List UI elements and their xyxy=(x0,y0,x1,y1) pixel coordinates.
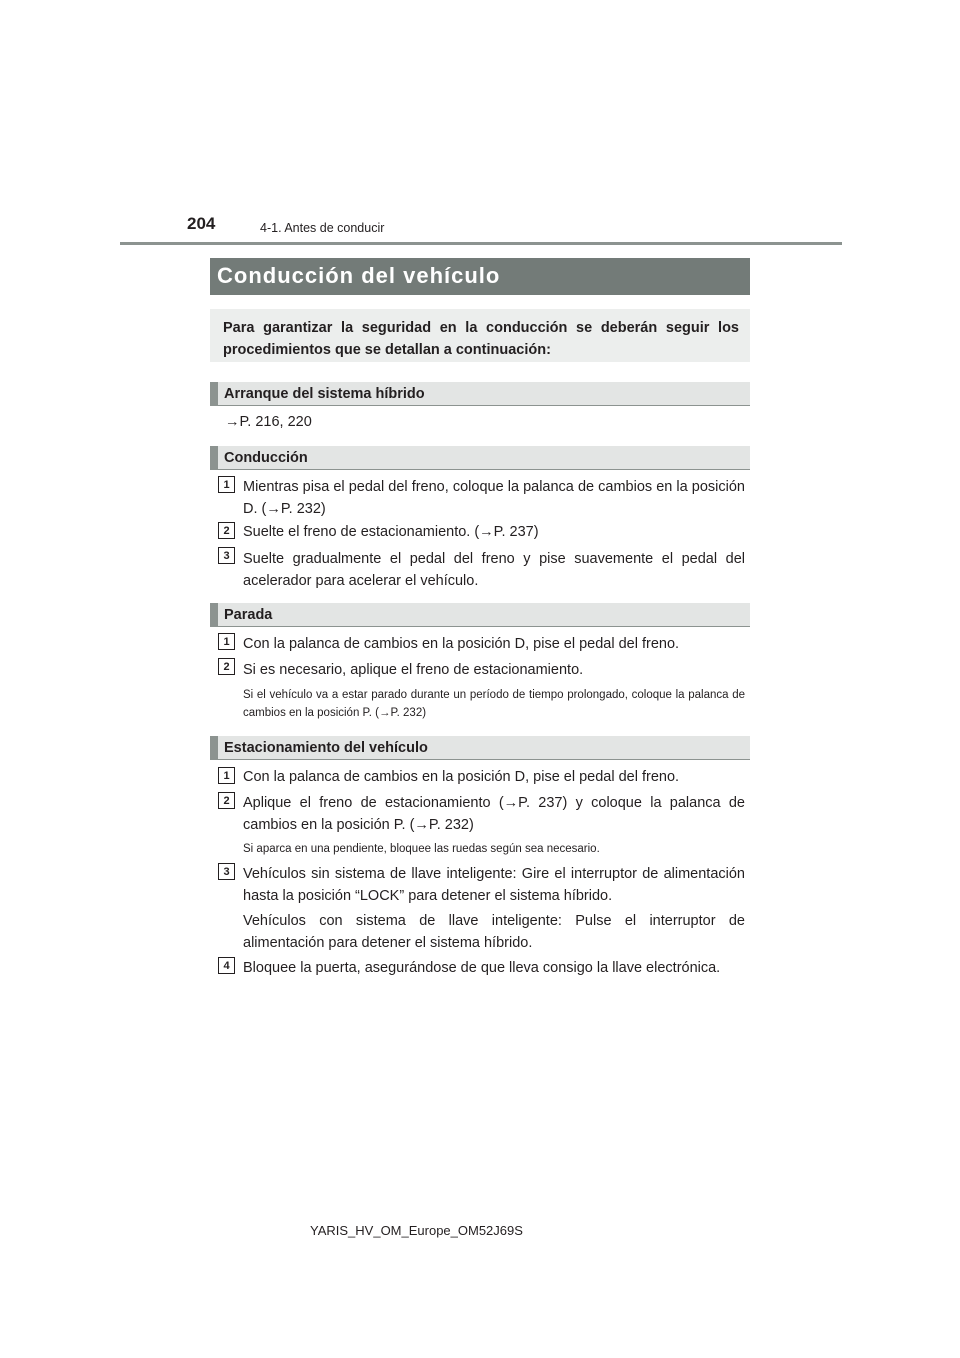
chapter-label: 4-1. Antes de conducir xyxy=(260,221,385,235)
parking-note: Si aparca en una pendiente, bloquee las ruedas según sea necesario. xyxy=(243,843,600,855)
section-heading-driving: Conducción xyxy=(210,446,750,470)
step-text: Aplique el freno de estacionamiento (→P. 237) y coloque la palanca de cambios en la posición P. (→P. 232) xyxy=(243,795,745,833)
step-number: 3 xyxy=(218,863,235,880)
page-number: 204 xyxy=(187,214,216,233)
step-number: 2 xyxy=(218,658,235,675)
stopping-note: Si el vehículo va a estar parado durante un período de tiempo prolongado, coloque la palanca de cambios en la posición P. (→P. 232) xyxy=(243,689,745,719)
section-heading-start: Arranque del sistema híbrido xyxy=(210,382,750,406)
step-text: Vehículos sin sistema de llave inteligente: Gire el interruptor de alimentación hasta la posición “LOCK” para detener el sistema híbrido. xyxy=(243,866,745,904)
step-text: Mientras pisa el pedal del freno, coloque la palanca de cambios en la posición D. (→P. 232) xyxy=(243,479,745,517)
page-title: Conducción del vehículo xyxy=(210,258,750,295)
step-text: Si es necesario, aplique el freno de estacionamiento. xyxy=(243,662,584,678)
step-text: Suelte el freno de estacionamiento. (→P. 237) xyxy=(243,524,539,540)
step-number: 1 xyxy=(218,476,235,493)
step-number: 4 xyxy=(218,957,235,974)
step-text-alt: Vehículos con sistema de llave inteligente: Pulse el interruptor de alimentación para detener el sistema híbrido. xyxy=(243,913,745,951)
step-number: 2 xyxy=(218,522,235,539)
step-number: 1 xyxy=(218,767,235,784)
step-text: Suelte gradualmente el pedal del freno y pise suavemente el pedal del acelerador para acelerar el vehículo. xyxy=(243,551,745,589)
step-number: 1 xyxy=(218,633,235,650)
step-text: Con la palanca de cambios en la posición D, pise el pedal del freno. xyxy=(243,636,680,652)
step-number: 2 xyxy=(218,792,235,809)
step-text: Con la palanca de cambios en la posición D, pise el pedal del freno. xyxy=(243,769,680,785)
step-number: 3 xyxy=(218,547,235,564)
footer-doc-id: YARIS_HV_OM_Europe_OM52J69S xyxy=(310,1223,523,1238)
step-text: Bloquee la puerta, asegurándose de que lleva consigo la llave electrónica. xyxy=(243,960,721,976)
start-reference: →P. 216, 220 xyxy=(225,414,312,430)
intro-box: Para garantizar la seguridad en la conducción se deberán seguir los procedimientos que se detallan a continuación: xyxy=(210,309,750,362)
section-heading-stopping: Parada xyxy=(210,603,750,627)
header-rule xyxy=(120,242,842,245)
section-heading-parking: Estacionamiento del vehículo xyxy=(210,736,750,760)
